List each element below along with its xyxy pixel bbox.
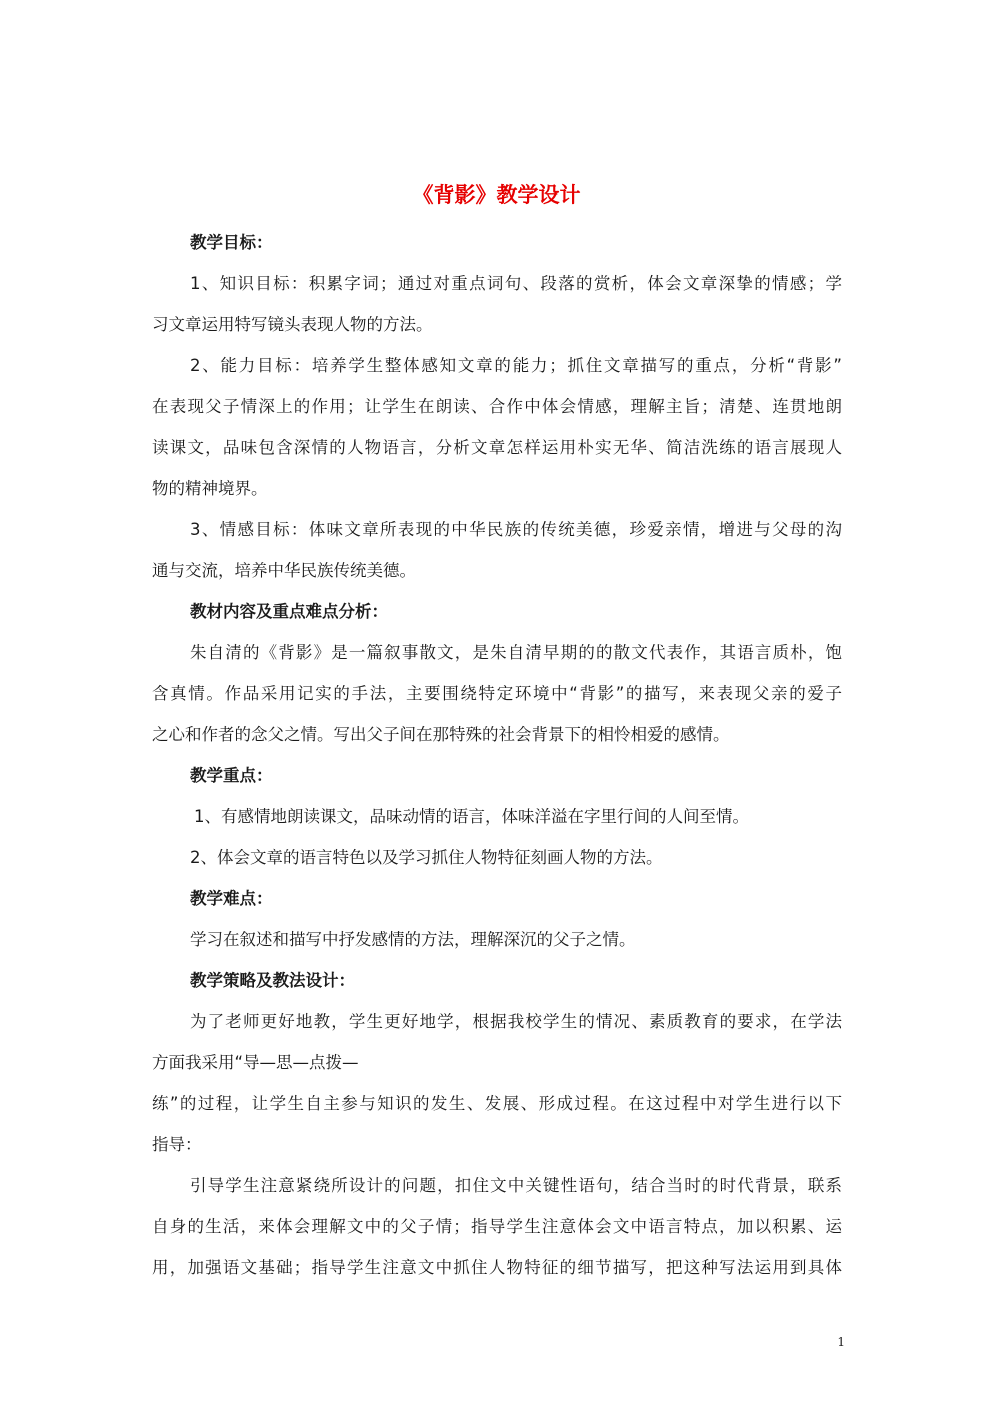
paragraph-line: 朱自清的《背影》是一篇叙事散文，是朱自清早期的的散文代表作，其语言质朴，饱 xyxy=(190,643,842,662)
document-body xyxy=(152,230,842,1296)
paragraph-line: 之心和作者的念父之情。写出父子间在那特殊的社会背景下的相怜相爱的感情。 xyxy=(152,725,730,744)
paragraph-line: 1、知识目标：积累字词；通过对重点词句、段落的赏析，体会文章深挚的情感；学 xyxy=(190,274,842,293)
paragraph-line: 物的精神境界。 xyxy=(152,479,268,498)
paragraph-line: 在表现父子情深上的作用；让学生在朗读、合作中体会情感，理解主旨；清楚、连贯地朗 xyxy=(152,397,842,416)
paragraph-line: 3、情感目标：体味文章所表现的中华民族的传统美德，珍爱亲情，增进与父母的沟 xyxy=(190,520,842,539)
section-heading-key-points: 教学重点： xyxy=(190,766,273,785)
paragraph-line: 方面我采用“导—思—点拨— xyxy=(152,1053,359,1072)
section-heading-difficulties: 教学难点： xyxy=(190,889,273,908)
document-title: 《背影》教学设计 xyxy=(412,183,581,207)
paragraph-line: 自身的生活，来体会理解文中的父子情；指导学生注意体会文中语言特点，加以积累、运 xyxy=(152,1217,842,1236)
page-number: 1 xyxy=(837,1335,845,1349)
paragraph-line: 学习在叙述和描写中抒发感情的方法，理解深沉的父子之情。 xyxy=(190,930,636,949)
paragraph-line: 指导： xyxy=(152,1135,202,1154)
section-heading-analysis: 教材内容及重点难点分析： xyxy=(190,602,388,621)
section-heading-strategy: 教学策略及教法设计： xyxy=(190,971,355,990)
paragraph-line: 1、有感情地朗读课文，品味动情的语言，体味洋溢在字里行间的人间至情。 xyxy=(194,807,749,826)
paragraph-line: 2、体会文章的语言特色以及学习抓住人物特征刻画人物的方法。 xyxy=(190,848,663,867)
paragraph-line: 读课文，品味包含深情的人物语言，分析文章怎样运用朴实无华、简洁洗练的语言展现人 xyxy=(152,438,842,457)
paragraph-line: 通与交流，培养中华民族传统美德。 xyxy=(152,561,416,580)
paragraph-line: 为了老师更好地教，学生更好地学，根据我校学生的情况、素质教育的要求，在学法 xyxy=(190,1012,842,1031)
paragraph-line: 引导学生注意紧绕所设计的问题，扣住文中关键性语句，结合当时的时代背景，联系 xyxy=(190,1176,842,1195)
paragraph-line: 习文章运用特写镜头表现人物的方法。 xyxy=(152,315,433,334)
paragraph-line: 2、能力目标：培养学生整体感知文章的能力；抓住文章描写的重点，分析“背影” xyxy=(190,356,842,375)
paragraph-line: 用，加强语文基础；指导学生注意文中抓住人物特征的细节描写，把这种写法运用到具体 xyxy=(152,1258,842,1277)
paragraph-line: 含真情。作品采用记实的手法，主要围绕特定环境中“背影”的描写，来表现父亲的爱子 xyxy=(152,684,842,703)
section-heading-objectives: 教学目标： xyxy=(190,233,273,252)
paragraph-line: 练”的过程，让学生自主参与知识的发生、发展、形成过程。在这过程中对学生进行以下 xyxy=(152,1094,842,1113)
